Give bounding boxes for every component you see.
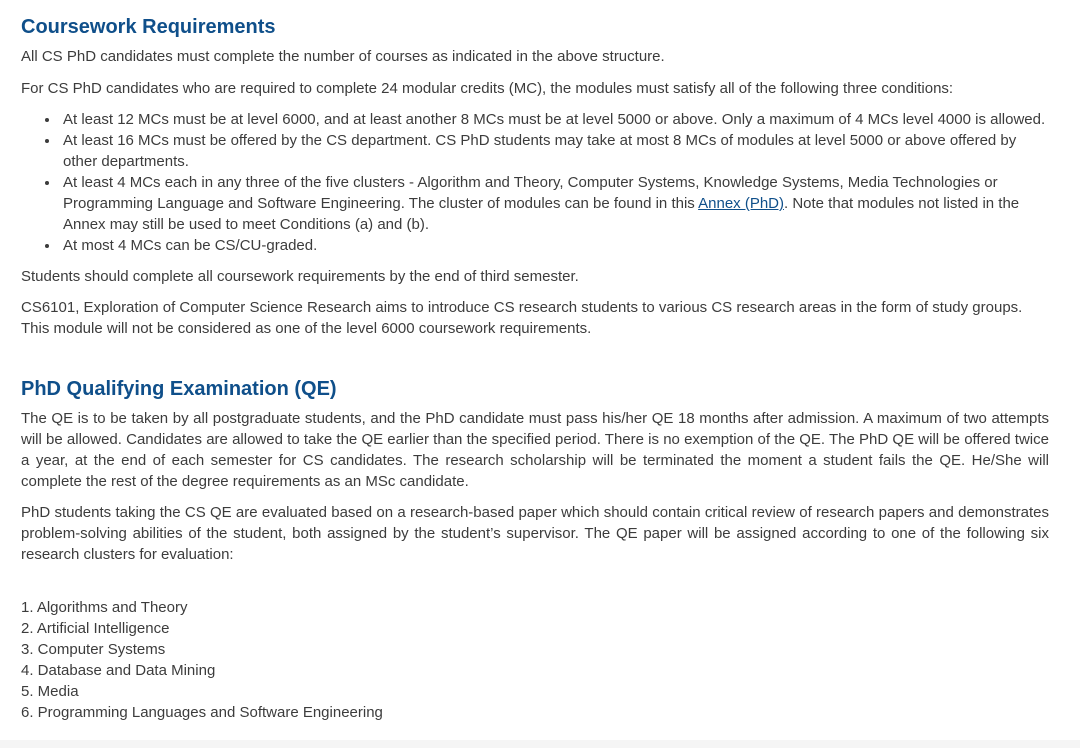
condition-item-a: At least 12 MCs must be at level 6000, and at least another 8 MCs must be at level 5000 or above. Only a maximum of 4 MCs level 4000 is allowed. bbox=[63, 109, 1049, 130]
coursework-intro-1: All CS PhD candidates must complete the number of courses as indicated in the above structure. bbox=[21, 48, 665, 65]
cluster-item: 6. Programming Languages and Software Engineering bbox=[21, 704, 383, 721]
conditions-list bbox=[21, 109, 1049, 256]
coursework-heading: Coursework Requirements bbox=[21, 16, 276, 38]
cluster-item: 5. Media bbox=[21, 683, 79, 700]
qe-paragraph-2: PhD students taking the CS QE are evaluated based on a research-based paper which should contain critical review of research papers and demonstrates problem-solving abilities of the student, both assigned by the student’s supervisor. The QE paper will be assigned according to one of the following six research clusters for evaluation: bbox=[21, 504, 1049, 563]
qe-heading: PhD Qualifying Examination (QE) bbox=[21, 378, 337, 400]
cluster-item: 1. Algorithms and Theory bbox=[21, 599, 188, 616]
condition-item-b: At least 16 MCs must be offered by the CS department. CS PhD students may take at most 8 MCs of modules at level 5000 or above offered by other departments. bbox=[63, 130, 1049, 172]
cluster-item: 3. Computer Systems bbox=[21, 641, 166, 658]
cluster-item: 4. Database and Data Mining bbox=[21, 662, 216, 679]
bottom-divider bbox=[0, 740, 1080, 748]
coursework-intro-2: For CS PhD candidates who are required to complete 24 modular credits (MC), the modules must satisfy all of the following three conditions: bbox=[21, 80, 954, 97]
condition-item-c bbox=[63, 172, 1049, 235]
annex-phd-link[interactable]: Annex (PhD) bbox=[698, 195, 784, 212]
condition-item-d: At most 4 MCs can be CS/CU-graded. bbox=[63, 235, 1049, 256]
cluster-item: 2. Artificial Intelligence bbox=[21, 620, 170, 637]
research-clusters-list bbox=[21, 597, 1049, 723]
qe-paragraph-1: The QE is to be taken by all postgraduate students, and the PhD candidate must pass his/her QE 18 months after admission. A maximum of two attempts will be allowed. Candidates are allowed to take the QE earlier than the specified period. There is no exemption of the QE. The PhD QE will be offered twice a year, at the end of each semester for CS candidates. The research scholarship will be terminated the moment a student fails the QE. He/She will complete the rest of the degree requirements as an MSc candidate. bbox=[21, 410, 1049, 490]
coursework-deadline: Students should complete all coursework requirements by the end of third semester. bbox=[21, 268, 579, 285]
condition-item-c-text: At least 4 MCs each in any three of the five clusters - Algorithm and Theory, Computer Systems, Knowledge Systems, Media Technologies or Programming Language and Software Engineering. The cluster of modules can be found in this bbox=[63, 174, 998, 212]
condition-item-c-note: . Note that modules not listed in the Annex may still be used to meet Conditions (a) and (b). bbox=[63, 195, 1020, 233]
cs6101-description: CS6101, Exploration of Computer Science Research aims to introduce CS research students to various CS research areas in the form of study groups. This module will not be considered as one of the level 6000 coursework requirements. bbox=[21, 299, 1023, 337]
